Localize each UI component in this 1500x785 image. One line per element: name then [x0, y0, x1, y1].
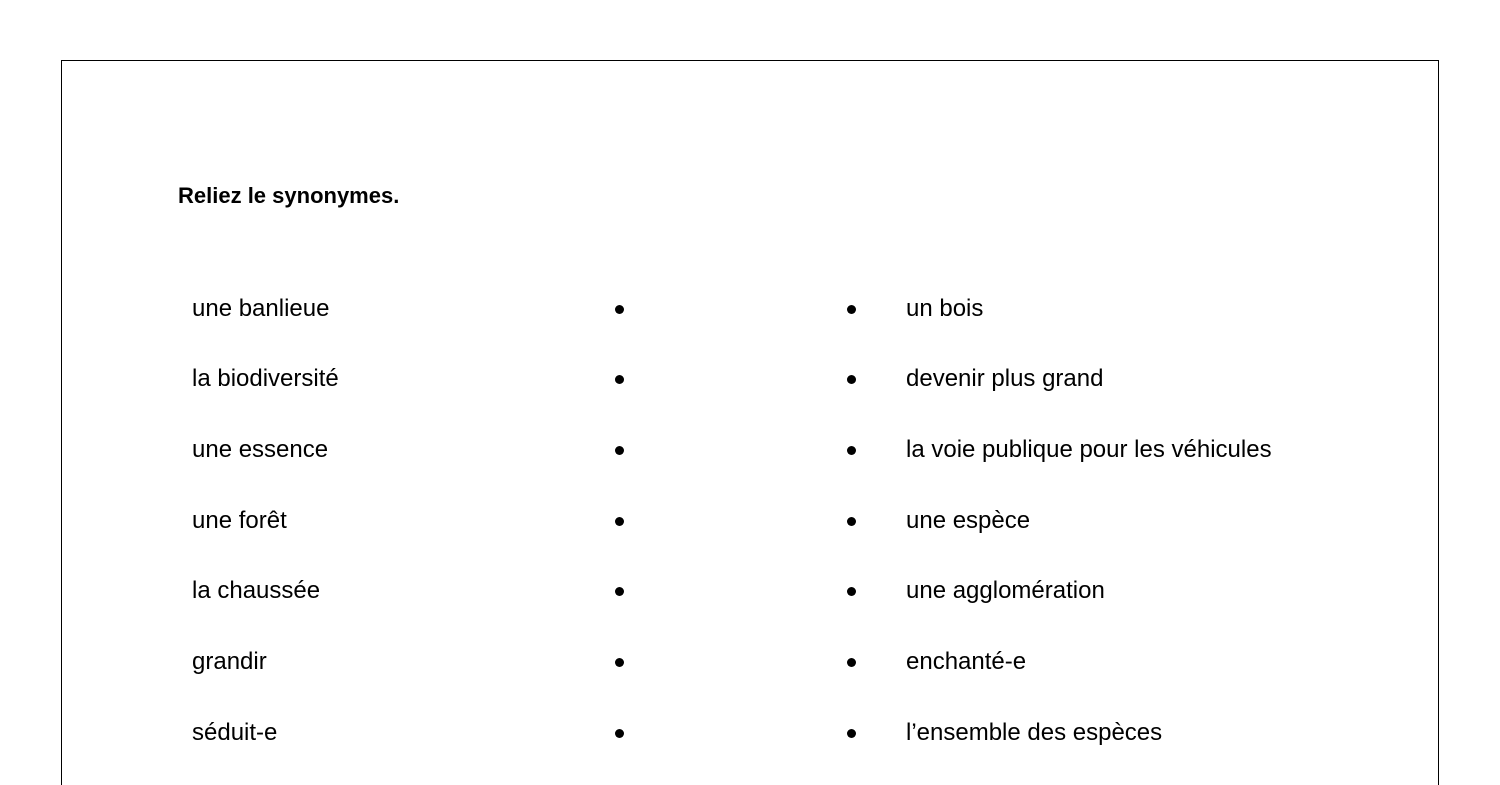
matching-row: [0, 359, 1500, 399]
left-connector-dot[interactable]: [615, 446, 624, 455]
left-word: une essence: [192, 436, 329, 463]
right-connector-dot[interactable]: [847, 587, 856, 596]
right-connector-dot[interactable]: [847, 658, 856, 667]
matching-row: [0, 642, 1500, 682]
left-connector-dot[interactable]: [615, 305, 624, 314]
right-word: une espèce: [906, 507, 1031, 534]
left-word: grandir: [192, 648, 267, 675]
matching-row: [0, 430, 1500, 470]
left-connector-dot[interactable]: [615, 587, 624, 596]
matching-row: [0, 571, 1500, 611]
right-word: enchanté-e: [906, 648, 1027, 675]
matching-row: [0, 713, 1500, 753]
left-word: la biodiversité: [192, 365, 339, 392]
left-connector-dot[interactable]: [615, 517, 624, 526]
right-word: un bois: [906, 295, 984, 322]
right-connector-dot[interactable]: [847, 375, 856, 384]
left-connector-dot[interactable]: [615, 658, 624, 667]
right-word: l’ensemble des espèces: [906, 719, 1163, 746]
right-connector-dot[interactable]: [847, 446, 856, 455]
left-word: une banlieue: [192, 295, 330, 322]
exercise-instruction: Reliez le synonymes.: [178, 183, 400, 208]
left-word: séduit-e: [192, 719, 278, 746]
left-word: une forêt: [192, 507, 287, 534]
right-connector-dot[interactable]: [847, 517, 856, 526]
right-word: devenir plus grand: [906, 365, 1104, 392]
right-word: une agglomération: [906, 577, 1105, 604]
matching-row: [0, 289, 1500, 329]
left-connector-dot[interactable]: [615, 729, 624, 738]
matching-row: [0, 501, 1500, 541]
right-word: la voie publique pour les véhicules: [906, 436, 1272, 463]
left-word: la chaussée: [192, 577, 321, 604]
right-connector-dot[interactable]: [847, 729, 856, 738]
right-connector-dot[interactable]: [847, 305, 856, 314]
left-connector-dot[interactable]: [615, 375, 624, 384]
